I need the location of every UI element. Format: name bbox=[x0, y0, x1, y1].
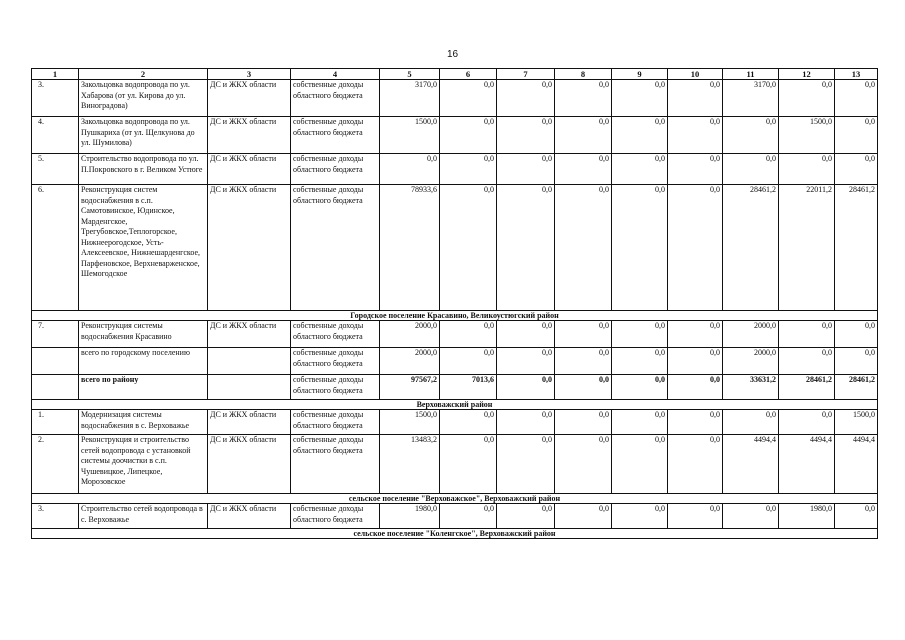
amount-cell: 0,0 bbox=[668, 375, 723, 400]
amount-cell: 0,0 bbox=[497, 435, 555, 494]
funding-source: собственные доходы областного бюджета bbox=[291, 435, 380, 494]
amount-cell: 0,0 bbox=[612, 348, 668, 375]
amount-cell: 0,0 bbox=[835, 80, 878, 117]
amount-cell: 0,0 bbox=[779, 410, 835, 435]
section-heading-row bbox=[32, 529, 878, 539]
amount-cell: 0,0 bbox=[555, 375, 612, 400]
amount-cell: 2000,0 bbox=[723, 321, 779, 348]
table-row bbox=[32, 504, 878, 529]
column-header: 13 bbox=[835, 69, 878, 80]
amount-cell: 0,0 bbox=[668, 117, 723, 154]
amount-cell: 0,0 bbox=[555, 117, 612, 154]
project-name: всего по району bbox=[79, 375, 208, 400]
responsible-body: ДС и ЖКХ области bbox=[208, 117, 291, 154]
project-name: Реконструкция системы водоснабжения Красавино bbox=[79, 321, 208, 348]
column-header: 6 bbox=[440, 69, 497, 80]
amount-cell: 0,0 bbox=[835, 117, 878, 154]
amount-cell: 0,0 bbox=[612, 117, 668, 154]
amount-cell: 4494,4 bbox=[835, 435, 878, 494]
project-name: Строительство сетей водопровода в с. Верховажье bbox=[79, 504, 208, 529]
table-row bbox=[32, 348, 878, 375]
amount-cell: 1500,0 bbox=[380, 117, 440, 154]
amount-cell: 0,0 bbox=[723, 154, 779, 185]
amount-cell: 0,0 bbox=[612, 435, 668, 494]
amount-cell: 28461,2 bbox=[835, 375, 878, 400]
amount-cell: 0,0 bbox=[612, 154, 668, 185]
amount-cell: 0,0 bbox=[612, 80, 668, 117]
amount-cell: 0,0 bbox=[440, 435, 497, 494]
amount-cell: 0,0 bbox=[723, 117, 779, 154]
amount-cell: 3170,0 bbox=[723, 80, 779, 117]
column-header: 7 bbox=[497, 69, 555, 80]
budget-table bbox=[31, 68, 878, 539]
row-number: 5. bbox=[32, 154, 79, 185]
amount-cell: 0,0 bbox=[497, 504, 555, 529]
responsible-body: ДС и ЖКХ области bbox=[208, 80, 291, 117]
amount-cell: 1980,0 bbox=[779, 504, 835, 529]
column-header: 11 bbox=[723, 69, 779, 80]
amount-cell: 0,0 bbox=[497, 375, 555, 400]
amount-cell: 0,0 bbox=[668, 321, 723, 348]
row-number: 1. bbox=[32, 410, 79, 435]
project-name: Реконструкция и строительство сетей водопровода с установкой системы доочистки в с.п. Чушевицкое, Липецкое, Морозовское bbox=[79, 435, 208, 494]
row-number: 2. bbox=[32, 435, 79, 494]
funding-source: собственные доходы областного бюджета bbox=[291, 504, 380, 529]
column-header: 10 bbox=[668, 69, 723, 80]
amount-cell: 0,0 bbox=[668, 504, 723, 529]
amount-cell: 97567,2 bbox=[380, 375, 440, 400]
table-row bbox=[32, 154, 878, 185]
amount-cell: 0,0 bbox=[555, 435, 612, 494]
amount-cell: 0,0 bbox=[779, 348, 835, 375]
amount-cell: 0,0 bbox=[668, 348, 723, 375]
amount-cell: 0,0 bbox=[497, 80, 555, 117]
amount-cell: 0,0 bbox=[835, 348, 878, 375]
funding-source: собственные доходы областного бюджета bbox=[291, 154, 380, 185]
amount-cell: 0,0 bbox=[612, 321, 668, 348]
column-header: 12 bbox=[779, 69, 835, 80]
amount-cell: 0,0 bbox=[835, 154, 878, 185]
section-heading-row bbox=[32, 494, 878, 504]
amount-cell: 0,0 bbox=[612, 185, 668, 311]
row-number: 3. bbox=[32, 80, 79, 117]
responsible-body: ДС и ЖКХ области bbox=[208, 154, 291, 185]
amount-cell: 0,0 bbox=[380, 154, 440, 185]
amount-cell: 0,0 bbox=[440, 410, 497, 435]
responsible-body: ДС и ЖКХ области bbox=[208, 435, 291, 494]
amount-cell: 0,0 bbox=[612, 504, 668, 529]
column-header: 8 bbox=[555, 69, 612, 80]
amount-cell: 1980,0 bbox=[380, 504, 440, 529]
responsible-body: ДС и ЖКХ области bbox=[208, 410, 291, 435]
amount-cell: 1500,0 bbox=[835, 410, 878, 435]
amount-cell: 2000,0 bbox=[723, 348, 779, 375]
section-heading-row bbox=[32, 311, 878, 321]
column-header: 1 bbox=[32, 69, 79, 80]
amount-cell: 2000,0 bbox=[380, 321, 440, 348]
responsible-body: ДС и ЖКХ области bbox=[208, 185, 291, 311]
amount-cell: 1500,0 bbox=[380, 410, 440, 435]
funding-source: собственные доходы областного бюджета bbox=[291, 375, 380, 400]
amount-cell: 0,0 bbox=[779, 321, 835, 348]
amount-cell: 0,0 bbox=[555, 504, 612, 529]
amount-cell: 0,0 bbox=[497, 117, 555, 154]
row-number: 6. bbox=[32, 185, 79, 311]
amount-cell: 4494,4 bbox=[723, 435, 779, 494]
amount-cell: 0,0 bbox=[723, 504, 779, 529]
funding-source: собственные доходы областного бюджета bbox=[291, 80, 380, 117]
amount-cell: 0,0 bbox=[668, 185, 723, 311]
column-header: 2 bbox=[79, 69, 208, 80]
amount-cell: 4494,4 bbox=[779, 435, 835, 494]
responsible-body: ДС и ЖКХ области bbox=[208, 321, 291, 348]
amount-cell: 0,0 bbox=[835, 504, 878, 529]
amount-cell: 0,0 bbox=[497, 321, 555, 348]
amount-cell: 0,0 bbox=[440, 348, 497, 375]
row-number bbox=[32, 348, 79, 375]
column-header: 3 bbox=[208, 69, 291, 80]
amount-cell: 0,0 bbox=[497, 185, 555, 311]
project-name: Закольцовка водопровода по ул. Пушкариха (от ул. Щелкунова до ул. Шумилова) bbox=[79, 117, 208, 154]
amount-cell: 0,0 bbox=[612, 375, 668, 400]
project-name: Закольцовка водопровода по ул. Хабарова (от ул. Кирова до ул. Виноградова) bbox=[79, 80, 208, 117]
amount-cell: 0,0 bbox=[779, 80, 835, 117]
project-name: Строительство водопровода по ул. П.Покровского в г. Великом Устюге bbox=[79, 154, 208, 185]
funding-source: собственные доходы областного бюджета bbox=[291, 348, 380, 375]
amount-cell: 0,0 bbox=[440, 117, 497, 154]
row-number: 4. bbox=[32, 117, 79, 154]
page-number: 16 bbox=[446, 49, 459, 60]
table-row bbox=[32, 117, 878, 154]
column-header: 5 bbox=[380, 69, 440, 80]
table-row bbox=[32, 410, 878, 435]
table-header-row bbox=[32, 69, 878, 80]
amount-cell: 0,0 bbox=[440, 504, 497, 529]
amount-cell: 78933,6 bbox=[380, 185, 440, 311]
amount-cell: 0,0 bbox=[555, 410, 612, 435]
row-number: 7. bbox=[32, 321, 79, 348]
amount-cell: 0,0 bbox=[440, 154, 497, 185]
table-row bbox=[32, 185, 878, 311]
responsible-body bbox=[208, 348, 291, 375]
amount-cell: 0,0 bbox=[440, 185, 497, 311]
amount-cell: 28461,2 bbox=[779, 375, 835, 400]
project-name: Модернизация системы водоснабжения в с. Верховажье bbox=[79, 410, 208, 435]
amount-cell: 0,0 bbox=[555, 80, 612, 117]
amount-cell: 7013,6 bbox=[440, 375, 497, 400]
amount-cell: 13483,2 bbox=[380, 435, 440, 494]
funding-source: собственные доходы областного бюджета bbox=[291, 410, 380, 435]
amount-cell: 22011,2 bbox=[779, 185, 835, 311]
amount-cell: 1500,0 bbox=[779, 117, 835, 154]
amount-cell: 0,0 bbox=[668, 410, 723, 435]
amount-cell: 0,0 bbox=[440, 321, 497, 348]
amount-cell: 0,0 bbox=[668, 80, 723, 117]
responsible-body bbox=[208, 375, 291, 400]
amount-cell: 0,0 bbox=[555, 185, 612, 311]
column-header: 4 bbox=[291, 69, 380, 80]
table-row bbox=[32, 435, 878, 494]
funding-source: собственные доходы областного бюджета bbox=[291, 321, 380, 348]
amount-cell: 33631,2 bbox=[723, 375, 779, 400]
amount-cell: 0,0 bbox=[668, 154, 723, 185]
section-heading-row bbox=[32, 400, 878, 410]
row-number: 3. bbox=[32, 504, 79, 529]
amount-cell: 2000,0 bbox=[380, 348, 440, 375]
table-row bbox=[32, 321, 878, 348]
district-total-row bbox=[32, 375, 878, 400]
project-name: Реконструкция систем водоснабжения в с.п. Самотовинское, Юдинское, Марденгское, Трегубовское,Теплогорское, Нижнеерогодское, Усть-Алексеевское, Нижнешарденгское, Парфеновское, Верхневарженское, Шемогодское bbox=[79, 185, 208, 311]
amount-cell: 28461,2 bbox=[723, 185, 779, 311]
amount-cell: 0,0 bbox=[612, 410, 668, 435]
column-header: 9 bbox=[612, 69, 668, 80]
amount-cell: 0,0 bbox=[497, 348, 555, 375]
table-row bbox=[32, 80, 878, 117]
amount-cell: 28461,2 bbox=[835, 185, 878, 311]
funding-source: собственные доходы областного бюджета bbox=[291, 185, 380, 311]
amount-cell: 0,0 bbox=[668, 435, 723, 494]
amount-cell: 0,0 bbox=[723, 410, 779, 435]
project-name: всего по городскому поселению bbox=[79, 348, 208, 375]
responsible-body: ДС и ЖКХ области bbox=[208, 504, 291, 529]
amount-cell: 0,0 bbox=[555, 348, 612, 375]
amount-cell: 0,0 bbox=[440, 80, 497, 117]
section-heading: Верховажский район bbox=[32, 400, 878, 410]
section-heading: Городское поселение Красавино, Великоустюгский район bbox=[32, 311, 878, 321]
amount-cell: 0,0 bbox=[779, 154, 835, 185]
amount-cell: 0,0 bbox=[555, 321, 612, 348]
amount-cell: 0,0 bbox=[497, 410, 555, 435]
section-heading: сельское поселение "Верховажское", Верховажский район bbox=[32, 494, 878, 504]
amount-cell: 0,0 bbox=[497, 154, 555, 185]
section-heading: сельское поселение "Коленгское", Верховажский район bbox=[32, 529, 878, 539]
amount-cell: 0,0 bbox=[555, 154, 612, 185]
amount-cell: 3170,0 bbox=[380, 80, 440, 117]
amount-cell: 0,0 bbox=[835, 321, 878, 348]
row-number bbox=[32, 375, 79, 400]
funding-source: собственные доходы областного бюджета bbox=[291, 117, 380, 154]
